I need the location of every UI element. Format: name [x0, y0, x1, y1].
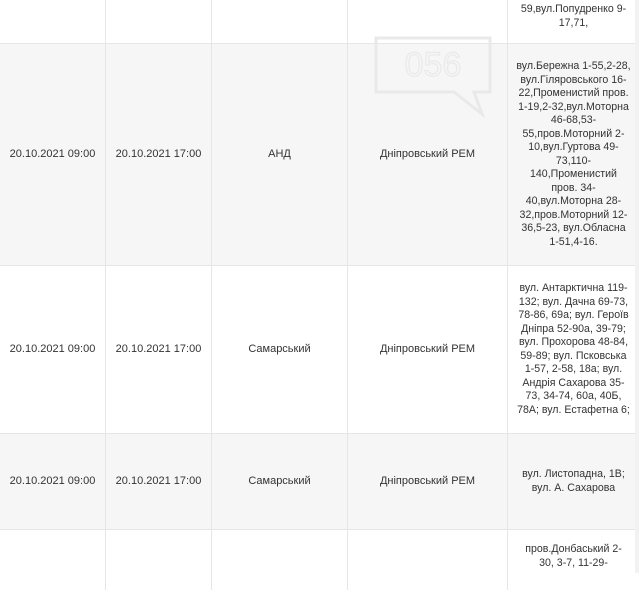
address-line: 55,пров.Моторний 2- — [522, 127, 625, 140]
address-cell — [508, 434, 639, 529]
address-line: 17,71, — [558, 16, 589, 29]
table-row — [0, 0, 639, 44]
table-row — [0, 266, 639, 434]
district-cell: Самарський — [212, 434, 348, 529]
start-time-cell: 20.10.2021 09:00 — [0, 266, 106, 433]
address-line: 1-57, 2-58, 18а; вул. — [524, 363, 623, 375]
address-line: 59-89; вул. Псковська — [520, 349, 627, 362]
table-row — [0, 44, 639, 266]
address-line: пров.Донбаський 2- — [525, 543, 622, 555]
rem-cell: Дніпровський РЕМ — [348, 434, 508, 529]
table-row — [0, 530, 639, 590]
address-line: 59,вул.Попудренко 9- — [520, 3, 627, 15]
start-time-cell — [0, 0, 106, 43]
end-time-cell: 20.10.2021 17:00 — [106, 266, 212, 433]
address-cell — [508, 266, 639, 433]
address-line: вул.Бережна 1-55,2-28, — [516, 60, 631, 72]
rem-cell: Дніпровський РЕМ — [348, 44, 508, 265]
end-time-cell — [106, 530, 212, 590]
district-cell: АНД — [212, 44, 348, 265]
rem-cell — [348, 0, 508, 43]
address-line: 32,пров.Моторний 12- — [519, 208, 628, 221]
address-cell — [508, 530, 639, 590]
start-time-cell: 20.10.2021 09:00 — [0, 44, 106, 265]
address-line: вул. А. Сахарова — [531, 481, 616, 494]
start-time-cell — [0, 530, 106, 590]
address-line: 73,110- — [555, 154, 592, 167]
end-time-cell: 20.10.2021 17:00 — [106, 434, 212, 529]
address-line: 36,5-23, вул.Обласна — [521, 222, 626, 234]
district-cell — [212, 0, 348, 43]
address-line: 132; вул. Дачна 69-73, — [518, 295, 629, 308]
watermark-text: 056 — [404, 46, 462, 84]
address-cell — [508, 44, 639, 265]
district-cell: Самарський — [212, 266, 348, 433]
address-line: вул.Гіляровського 16- — [520, 73, 627, 86]
table-row — [0, 434, 639, 530]
address-line: 46-68,53- — [550, 114, 597, 126]
address-line: 30, 3-7, 11-29- — [539, 556, 608, 569]
address-line: 73, 34-74, 60а, 40Б, — [525, 390, 622, 402]
end-time-cell — [106, 0, 212, 43]
address-cell — [508, 0, 639, 43]
end-time-cell: 20.10.2021 17:00 — [106, 44, 212, 265]
address-line: 10,вул.Гуртова 49- — [528, 141, 619, 153]
address-line: вул. Антарктична 119- — [519, 282, 628, 294]
address-line: вул. Листопадна, 1В; — [522, 468, 625, 480]
address-line: 40,вул.Моторна 28- — [525, 195, 622, 207]
address-line: вул. Прохорова 48-84, — [518, 336, 629, 348]
address-line: 1-19,2-32,вул.Моторна — [518, 100, 629, 113]
address-line: 1-51,4-16. — [549, 235, 598, 248]
start-time-cell: 20.10.2021 09:00 — [0, 434, 106, 529]
rem-cell — [348, 530, 508, 590]
address-line: Андрія Сахарова 35- — [522, 376, 625, 389]
rem-cell: Дніпровський РЕМ — [348, 266, 508, 433]
district-cell — [212, 530, 348, 590]
address-line: пров. 34- — [551, 181, 596, 194]
address-line: 78-86, 69а; вул. Героїв — [518, 309, 629, 321]
address-line: 140,Променистий — [530, 168, 617, 180]
address-line: Дніпра 52-90а, 39-79; — [521, 322, 626, 335]
address-line: 78А; вул. Естафетна 6; — [517, 403, 630, 416]
scrollbar[interactable] — [635, 0, 639, 573]
address-line: 22,Променистий пров. — [518, 87, 629, 99]
